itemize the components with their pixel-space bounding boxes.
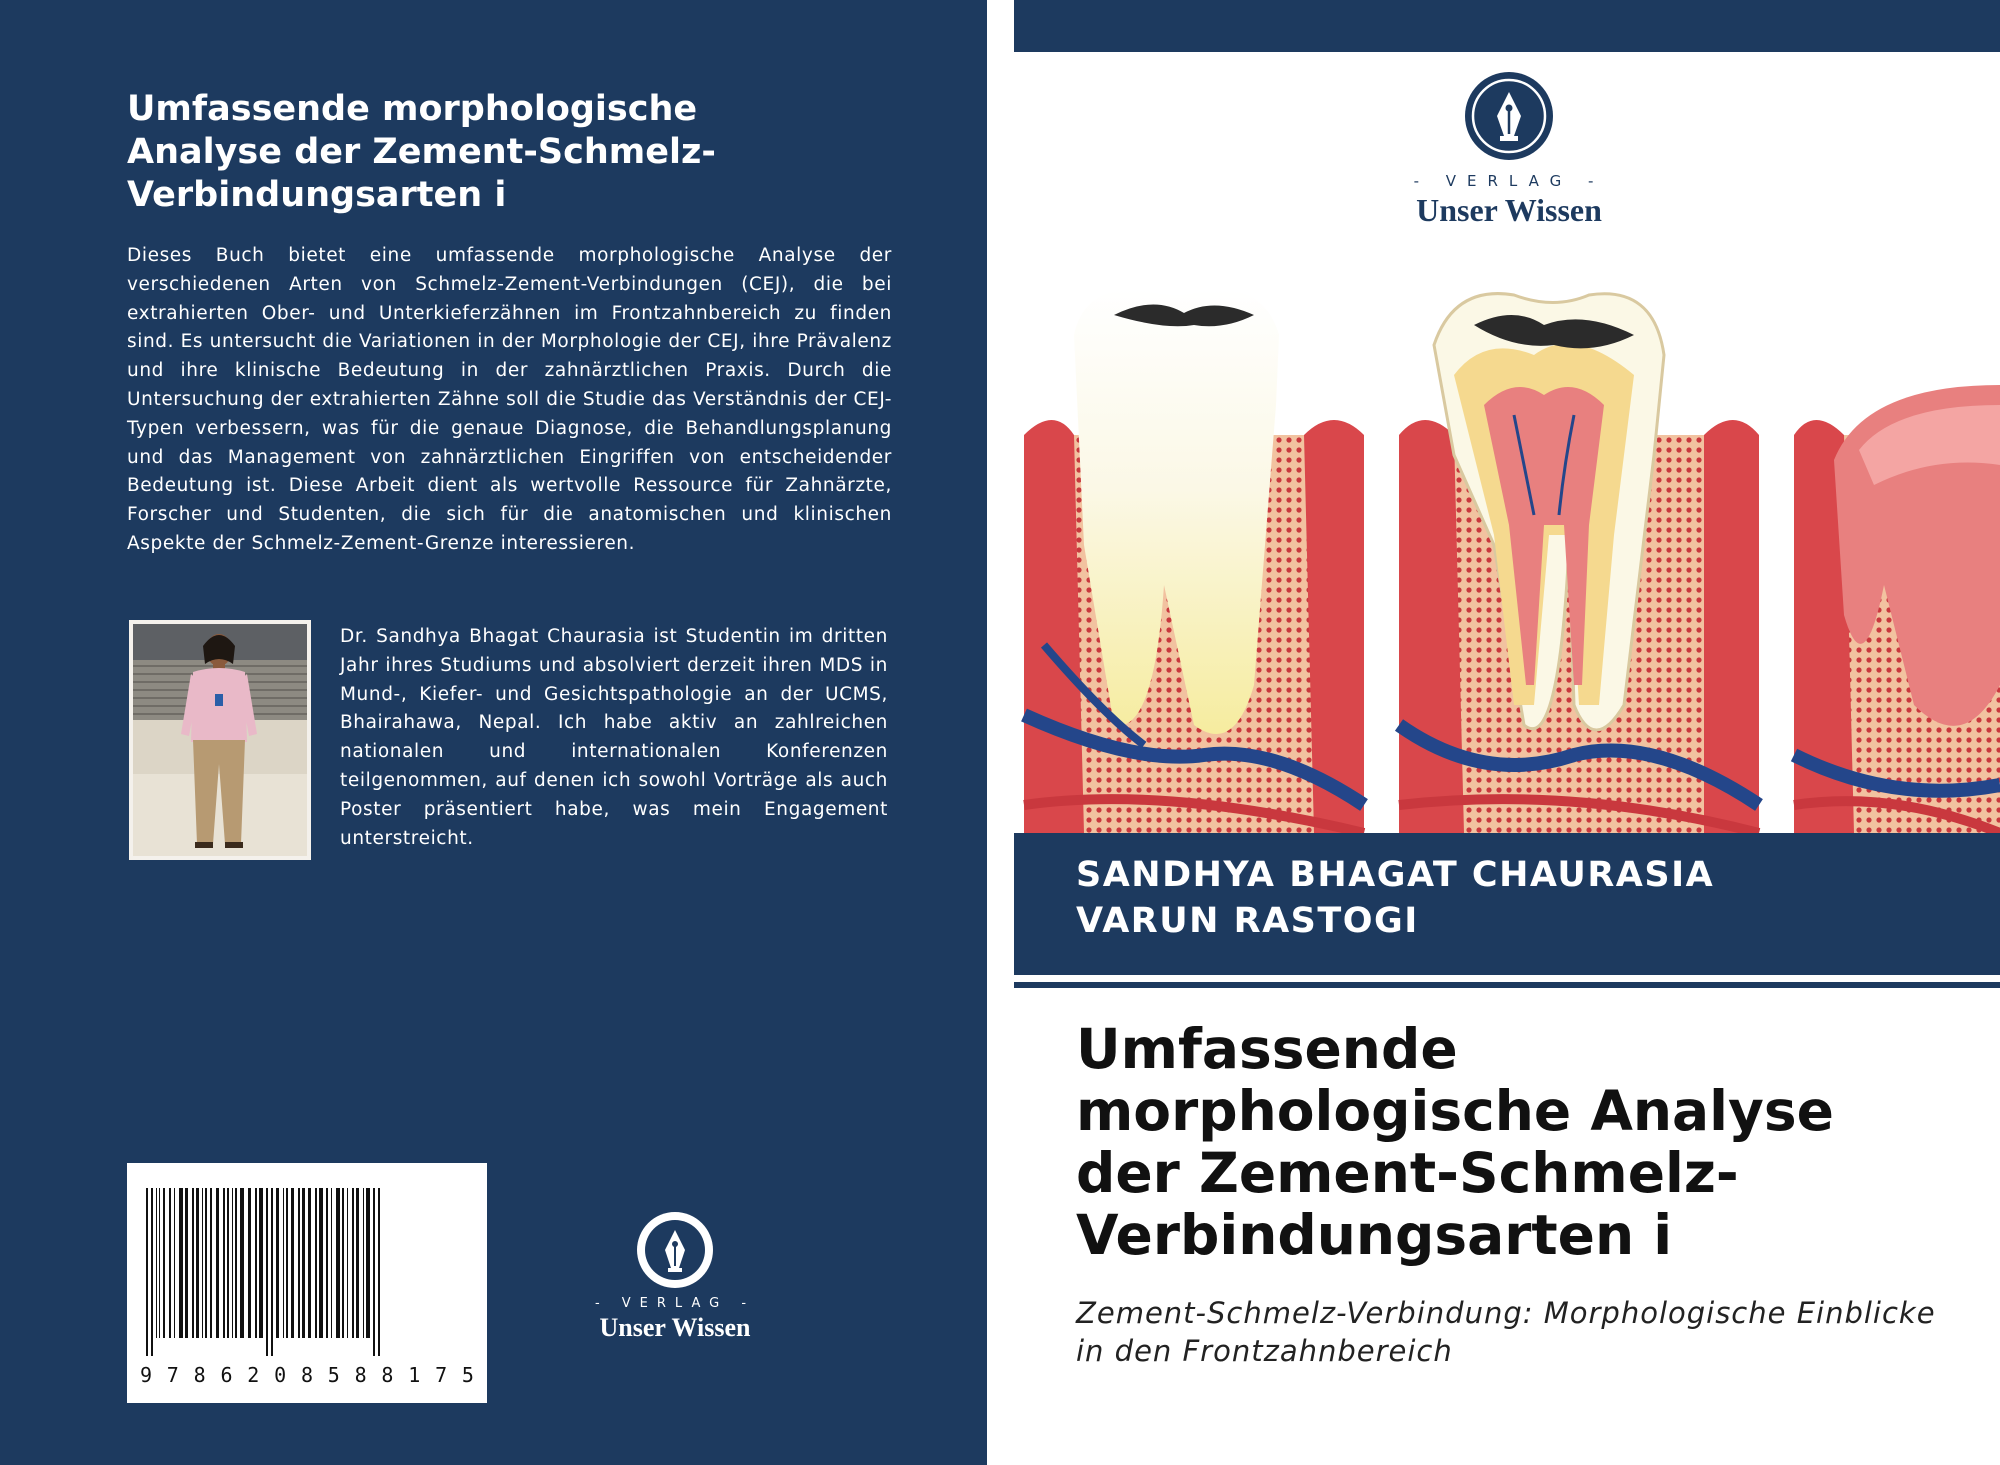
barcode-bar — [331, 1188, 332, 1338]
back-title-line: Umfassende morphologische — [127, 89, 698, 129]
divider-rule — [1014, 982, 2000, 988]
book-blurb: Dieses Buch bietet eine umfassende morphologische Analyse der verschiedenen Arten von Schmelz-Zement-Verbindungen (CEJ), die bei extrahierten Ober- und Unterkieferzähnen im Frontzahnbereich zu finden sind. Es untersucht die Variationen in der Morphologie der CEJ, ihre Prävalenz und ihre klinische Bedeutung in der zahnärztlichen Praxis. Durch die Untersuchung der extrahierten Zähne soll die Studie das Verständnis der CEJ-Typen verbessern, was für die genaue Diagnose, die Behandlungsplanung und das Management von zahnärztlichen Eingriffen von entscheidender Bedeutung ist. Diese Arbeit dient als wertvolle Ressource für Zahnärzte, Forscher und Studenten, die sich für die anatomischen und klinischen Aspekte der Schmelz-Zement-Grenze interessieren. — [127, 245, 892, 554]
spine — [987, 0, 1014, 1465]
isbn-digit: 0 — [274, 1363, 287, 1387]
barcode-bar — [342, 1188, 344, 1338]
barcode-bar — [179, 1188, 183, 1338]
barcode-bar — [291, 1188, 294, 1338]
back-cover-title — [127, 88, 827, 217]
author-photo — [129, 620, 311, 860]
barcode-bar — [202, 1188, 203, 1338]
barcode-bar — [266, 1188, 268, 1356]
isbn-digit: 8 — [300, 1363, 313, 1387]
front-title-line: morphologische Analyse — [1076, 1079, 1834, 1143]
barcode-bar — [352, 1188, 354, 1338]
barcode-bar — [259, 1188, 263, 1338]
author-name: VARUN RASTOGI — [1076, 901, 1419, 941]
isbn-digit: 6 — [220, 1363, 233, 1387]
barcode-bar — [151, 1188, 153, 1356]
front-title-line: Verbindungsarten i — [1076, 1203, 1673, 1267]
fountain-pen-nib-icon — [1463, 70, 1555, 162]
barcode-bar — [146, 1188, 148, 1356]
publisher-verlag-label: - VERLAG - — [1413, 172, 1605, 190]
barcode-bar — [223, 1188, 225, 1338]
barcode-bar — [196, 1188, 199, 1338]
barcode-bar — [163, 1188, 165, 1338]
barcode-bar — [363, 1188, 364, 1338]
barcode-bar — [159, 1188, 160, 1338]
barcode-bar — [319, 1188, 323, 1338]
fountain-pen-nib-icon — [635, 1210, 715, 1290]
barcode-bar — [373, 1188, 375, 1356]
barcode-bar — [156, 1188, 157, 1338]
barcode-bar — [276, 1188, 279, 1338]
author-bio: Dr. Sandhya Bhagat Chaurasia ist Studentin im dritten Jahr ihres Studiums und absolviert derzeit ihren MDS in Mund-, Kiefer- und Gesichtspathologie an der UCMS, Bhairahawa, Nepal. Ich habe aktiv an zahlreichen nationalen und internationalen Konferenzen teilgenommen, auf denen ich sowohl Vorträge als auch Poster präsentiert habe, was mein Engagement unterstreicht. — [340, 626, 888, 849]
publisher-name: Unser Wissen — [1416, 192, 1602, 228]
isbn-digit: 8 — [381, 1363, 394, 1387]
back-cover — [0, 0, 987, 1465]
publisher-verlag-label: - VERLAG - — [594, 1296, 756, 1311]
isbn-barcode — [127, 1163, 487, 1403]
barcode — [142, 1188, 472, 1356]
barcode-bar — [255, 1188, 257, 1338]
barcode-bar — [366, 1188, 370, 1338]
barcode-bar — [240, 1188, 244, 1338]
barcode-bar — [283, 1188, 284, 1338]
barcode-bar — [232, 1188, 233, 1338]
barcode-bar — [174, 1188, 175, 1338]
isbn-digit: 1 — [408, 1363, 421, 1387]
tooth-right — [1794, 385, 2000, 833]
isbn-digit: 2 — [247, 1363, 260, 1387]
isbn-digit: 5 — [327, 1363, 340, 1387]
barcode-bar — [205, 1188, 207, 1338]
barcode-bar — [235, 1188, 237, 1338]
book-subtitle: Zement-Schmelz-Verbindung: Morphologische Einblicke in den Frontzahnbereich — [1076, 1296, 1936, 1368]
barcode-bar — [169, 1188, 171, 1338]
barcode-bar — [286, 1188, 288, 1338]
barcode-bar — [308, 1188, 311, 1338]
front-publisher-logo — [1369, 70, 1649, 229]
isbn-digits — [137, 1363, 477, 1387]
isbn-digit: 8 — [193, 1363, 206, 1387]
front-title-line: der Zement-Schmelz- — [1076, 1141, 1739, 1205]
front-cover-title — [1076, 1018, 1956, 1266]
barcode-bar — [326, 1188, 328, 1338]
barcode-bar — [302, 1188, 305, 1338]
barcode-bar — [192, 1188, 194, 1338]
barcode-bar — [248, 1188, 251, 1338]
publisher-name: Unser Wissen — [599, 1313, 751, 1342]
barcode-bar — [216, 1188, 219, 1338]
barcode-bar — [336, 1188, 340, 1338]
isbn-digit: 7 — [166, 1363, 179, 1387]
barcode-bar — [210, 1188, 212, 1338]
barcode-bar — [227, 1188, 229, 1338]
front-top-bar — [1014, 0, 2000, 52]
front-title-line: Umfassende — [1076, 1017, 1458, 1081]
barcode-bar — [298, 1188, 300, 1338]
barcode-bar — [185, 1188, 188, 1338]
back-title-line: Analyse der Zement-Schmelz- — [127, 132, 716, 172]
isbn-digit: 7 — [435, 1363, 448, 1387]
barcode-bar — [378, 1188, 380, 1356]
back-title-line: Verbindungsarten i — [127, 175, 507, 215]
isbn-digit: 9 — [139, 1363, 153, 1387]
isbn-digit: 5 — [461, 1363, 474, 1387]
barcode-bar — [315, 1188, 317, 1338]
barcode-bar — [271, 1188, 273, 1356]
barcode-bar — [356, 1188, 359, 1338]
isbn-digit: 8 — [354, 1363, 367, 1387]
barcode-bar — [347, 1188, 348, 1338]
author-name: SANDHYA BHAGAT CHAURASIA — [1076, 855, 1715, 895]
front-cover — [1014, 0, 2000, 1465]
back-publisher-logo — [575, 1210, 775, 1343]
authors-band — [1014, 833, 2000, 975]
tooth-anatomy-illustration — [1014, 285, 2000, 833]
